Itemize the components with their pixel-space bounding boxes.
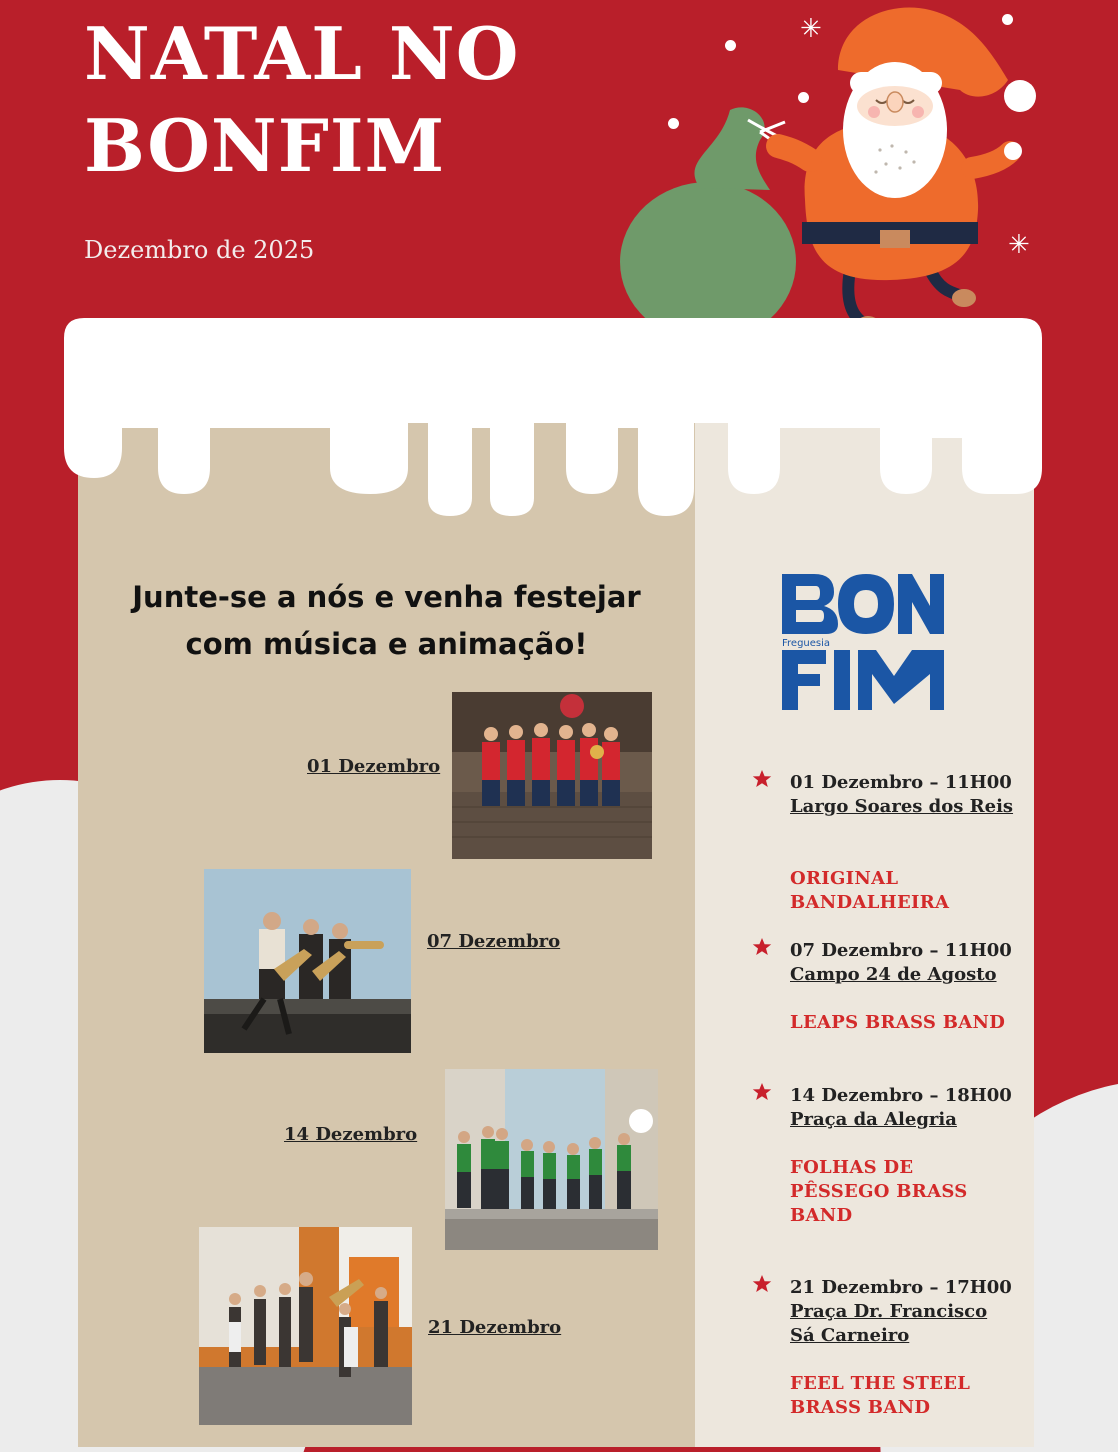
- tagline: [78, 574, 695, 668]
- event-band: FOLHAS DE PÊSSEGO BRASS BAND: [790, 1157, 968, 1226]
- tagline-line-1: Junte-se a nós e venha festejar: [132, 580, 641, 614]
- event-datetime: 01 Dezembro – 11H00: [790, 772, 1012, 793]
- snow-cap: [64, 318, 1042, 523]
- band-photo-red-jackets: [452, 692, 652, 859]
- tagline-line-2: com música e animação!: [185, 627, 588, 661]
- star-icon: [752, 937, 772, 957]
- band-photo-street: [199, 1227, 412, 1425]
- page-subtitle: Dezembro de 2025: [84, 236, 315, 264]
- star-icon: [752, 1082, 772, 1102]
- event-place: Campo 24 de Agosto: [790, 964, 997, 985]
- event-datetime: 07 Dezembro – 11H00: [790, 940, 1012, 961]
- band-photo-green-shirts: [445, 1069, 658, 1250]
- snowflake-icon: ✳: [800, 14, 822, 44]
- snowflake-icon: ✳: [1008, 230, 1030, 260]
- schedule-date-1: 01 Dezembro: [307, 756, 441, 777]
- event-band: FEEL THE STEEL BRASS BAND: [790, 1373, 971, 1418]
- schedule-date-4: 21 Dezembro: [428, 1317, 562, 1338]
- title-line-2: BONFIM: [84, 103, 446, 188]
- bonfim-logo: [780, 572, 948, 712]
- band-photo-saxophones: [204, 869, 411, 1053]
- event-band: LEAPS BRASS BAND: [790, 1012, 1006, 1033]
- logo-caption: Freguesia: [782, 638, 831, 649]
- schedule-date-3: 14 Dezembro: [284, 1124, 418, 1145]
- event-place: Praça Dr. Francisco Sá Carneiro: [790, 1301, 988, 1346]
- schedule-date-2: 07 Dezembro: [427, 931, 561, 952]
- star-icon: [752, 769, 772, 789]
- event-place: Largo Soares dos Reis: [790, 796, 1014, 817]
- star-icon: [752, 1274, 772, 1294]
- event-datetime: 21 Dezembro – 17H00: [790, 1277, 1012, 1298]
- event-datetime: 14 Dezembro – 18H00: [790, 1085, 1012, 1106]
- event-place: Praça da Alegria: [790, 1109, 957, 1130]
- page-title: [84, 8, 519, 192]
- event-band: ORIGINAL BANDALHEIRA: [790, 868, 950, 913]
- santa-claus-icon: [600, 0, 1060, 345]
- title-line-1: NATAL NO: [84, 11, 520, 96]
